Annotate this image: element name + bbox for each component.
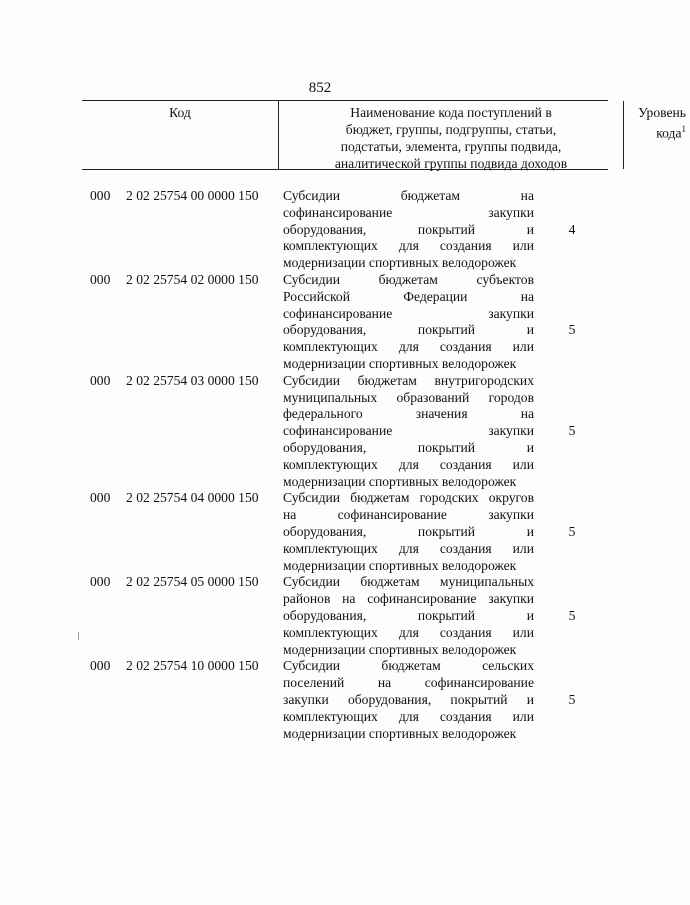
description-line: федерального значения на — [283, 406, 534, 422]
description-line: оборудования, покрытий и — [283, 322, 534, 338]
description-line: комплектующих для создания или — [283, 456, 534, 472]
header-level-line1: Уровень — [638, 105, 686, 120]
row-description — [283, 272, 534, 373]
header-level — [622, 101, 690, 169]
row-description — [283, 188, 534, 272]
row-code: 2 02 25754 10 0000 150 — [126, 658, 259, 674]
header-name — [278, 101, 624, 169]
row-prefix: 000 — [90, 188, 111, 203]
description-line: Субсидии бюджетам на — [283, 188, 534, 203]
description-line: модернизации спортивных велодорожек — [283, 641, 517, 657]
description-line: модернизации спортивных велодорожек — [283, 725, 517, 741]
header-name-line: бюджет, группы, подгруппы, статьи, — [345, 122, 557, 137]
description-line: комплектующих для создания или — [283, 540, 534, 556]
description-line: оборудования, покрытий и — [283, 523, 534, 539]
row-description — [283, 574, 534, 658]
table-header — [82, 100, 686, 171]
description-line: модернизации спортивных велодорожек — [283, 473, 517, 489]
description-line: софинансирование закупки — [283, 204, 534, 220]
row-code: 2 02 25754 04 0000 150 — [126, 490, 259, 506]
description-line: Субсидии бюджетам субъектов — [283, 272, 534, 287]
description-line: оборудования, покрытий и — [283, 439, 534, 455]
row-prefix: 000 — [90, 272, 111, 287]
row-prefix: 000 — [90, 574, 111, 590]
row-description — [283, 373, 534, 491]
page-number: 852 — [308, 80, 332, 96]
row-code: 2 02 25754 02 0000 150 — [126, 272, 259, 287]
description-line: поселений на софинансирование — [283, 675, 534, 691]
description-line: Субсидии бюджетам городских округов — [283, 490, 534, 506]
header-name-line: подстатьи, элемента, группы подвида, — [340, 139, 562, 154]
description-line: модернизации спортивных велодорожек — [283, 355, 517, 371]
row-description — [283, 658, 534, 742]
row-prefix: 000 — [90, 372, 111, 388]
description-line: комплектующих для создания или — [283, 708, 534, 724]
row-level: 5 — [568, 523, 576, 539]
row-description — [283, 490, 534, 574]
row-level: 5 — [568, 423, 576, 439]
description-line: софинансирование закупки — [283, 423, 534, 439]
header-level-line2 — [622, 121, 686, 142]
header-name-line: Наименование кода поступлений в — [350, 105, 552, 120]
row-level: 5 — [568, 691, 576, 707]
header-level-text: кода — [656, 125, 682, 141]
description-line: районов на софинансирование закупки — [283, 591, 534, 607]
header-name-line: аналитической группы подвида доходов — [334, 156, 568, 171]
row-code: 2 02 25754 03 0000 150 — [126, 372, 259, 388]
description-line: муниципальных образований городов — [283, 389, 534, 405]
description-line: комплектующих для создания или — [283, 624, 534, 640]
description-line: Субсидии бюджетам муниципальных — [283, 574, 534, 590]
header-code: Код — [169, 105, 191, 120]
description-line: Субсидии бюджетам сельских — [283, 658, 534, 674]
footnote-marker: 1 — [681, 124, 686, 134]
description-line: софинансирование закупки — [283, 305, 534, 321]
description-line: модернизации спортивных велодорожек — [283, 255, 517, 271]
description-line: оборудования, покрытий и — [283, 607, 534, 623]
row-level: 5 — [568, 322, 576, 338]
description-line: модернизации спортивных велодорожек — [283, 557, 517, 573]
row-level: 5 — [568, 607, 576, 623]
row-code: 2 02 25754 05 0000 150 — [126, 574, 259, 590]
row-level: 4 — [568, 221, 576, 237]
row-prefix: 000 — [90, 658, 111, 674]
description-line: комплектующих для создания или — [283, 238, 534, 254]
description-line: Российской Федерации на — [283, 288, 534, 304]
scan-mark — [78, 632, 79, 640]
description-line: закупки оборудования, покрытий и — [283, 691, 534, 707]
description-line: комплектующих для создания или — [283, 339, 534, 355]
row-prefix: 000 — [90, 490, 111, 506]
row-code: 2 02 25754 00 0000 150 — [126, 188, 259, 203]
description-line: на софинансирование закупки — [283, 507, 534, 523]
description-line: оборудования, покрытий и — [283, 221, 534, 237]
description-line: Субсидии бюджетам внутригородских — [283, 372, 534, 388]
